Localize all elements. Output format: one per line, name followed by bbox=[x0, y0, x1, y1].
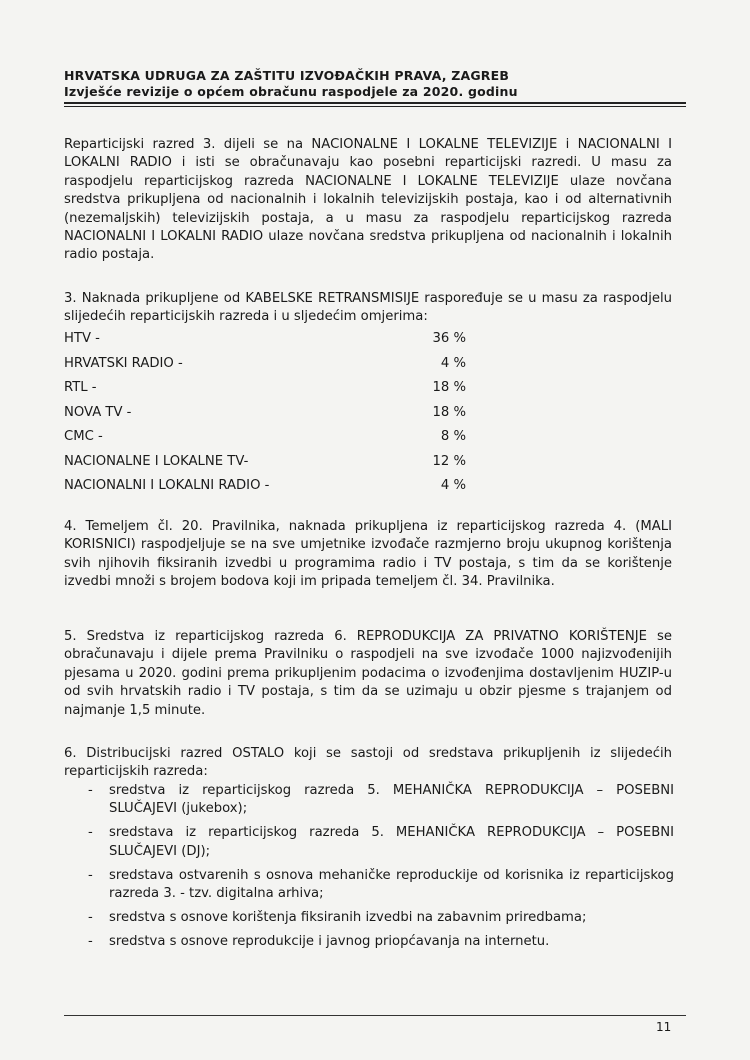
allocation-percent: 12 % bbox=[432, 453, 466, 469]
list-item bbox=[64, 933, 674, 951]
allocation-row bbox=[64, 428, 484, 453]
allocation-row bbox=[64, 330, 484, 355]
allocation-list bbox=[64, 330, 484, 502]
bullet-marker: - bbox=[88, 783, 93, 798]
list-item bbox=[64, 782, 674, 819]
allocation-percent: 8 % bbox=[440, 429, 466, 444]
list-item-text: sredstava iz reparticijskog razreda 5. MEHANIČKA REPRODUKCIJA – POSEBNI SLUČAJEVI (DJ); bbox=[109, 825, 674, 859]
allocation-label: NOVA TV - bbox=[64, 404, 132, 420]
list-item bbox=[64, 824, 674, 861]
list-item bbox=[64, 867, 674, 904]
allocation-percent: 36 % bbox=[432, 331, 466, 346]
allocation-percent: 18 % bbox=[432, 380, 466, 395]
header-divider-thick bbox=[64, 102, 686, 104]
allocation-row bbox=[64, 453, 484, 478]
bullet-list bbox=[64, 782, 674, 957]
allocation-row bbox=[64, 404, 484, 429]
allocation-label: RTL - bbox=[64, 380, 97, 395]
bullet-marker: - bbox=[88, 909, 93, 925]
bullet-marker: - bbox=[88, 933, 93, 949]
list-item bbox=[64, 909, 674, 927]
list-item-text: sredstava ostvarenih s osnova mehaničke reproduckije od korisnika iz reparticijskog razreda 3. - tzv. digitalna arhiva; bbox=[109, 867, 674, 902]
paragraph-repartition-class-3: Reparticijski razred 3. dijeli se na NACIONALNE I LOKALNE TELEVIZIJE i NACIONALNI I LOKALNI RADIO i isti se obračunavaju kao posebni reparticijski razredi. U masu za raspodjelu reparticijskog razreda NACIONALNE I LOKALNE TELEVIZIJE ulaze novčana sredstva prikupljena od nacionalnih i lokalnih televizijskih postaja, kao i od alternativnih (nezemaljskih) televizijskih postaja, a u masu za raspodjelu reparticijskog razreda NACIONALNI I LOKALNI RADIO ulaze novčana sredstva prikupljena od nacionalnih i lokalnih radio postaja. bbox=[64, 137, 672, 263]
list-item-text: sredstva s osnove reprodukcije i javnog priopćavanja na internetu. bbox=[109, 933, 550, 949]
allocation-row bbox=[64, 477, 484, 502]
document-header bbox=[64, 68, 684, 100]
allocation-percent: 18 % bbox=[432, 404, 466, 420]
paragraph-private-copying: 5. Sredstva iz reparticijskog razreda 6. REPRODUKCIJA ZA PRIVATNO KORIŠTENJE se obračunavaju i dijele prema Pravilniku o raspodjeli na sve izvođače 1000 najizvođenijih pjesama u 2020. godini prema prikupljenim podacima o izvođenjima dostavljenim HUZIP-u od svih hrvatskih radio i TV postaja, s tim da se uzimaju u obzir pjesme s trajanjem od najmanje 1,5 minute. bbox=[64, 629, 672, 718]
allocation-percent: 4 % bbox=[440, 478, 466, 493]
allocation-label: NACIONALNE I LOKALNE TV- bbox=[64, 453, 249, 469]
bullet-marker: - bbox=[88, 867, 93, 883]
allocation-row bbox=[64, 355, 484, 380]
list-item-text: sredstva iz reparticijskog razreda 5. MEHANIČKA REPRODUKCIJA – POSEBNI SLUČAJEVI (jukebox); bbox=[109, 783, 674, 817]
header-organization: HRVATSKA UDRUGA ZA ZAŠTITU IZVOĐAČKIH PRAVA, ZAGREB bbox=[64, 68, 510, 83]
footer-divider bbox=[64, 1015, 686, 1016]
allocation-label: NACIONALNI I LOKALNI RADIO - bbox=[64, 478, 270, 493]
allocation-percent: 4 % bbox=[440, 355, 466, 371]
list-item-text: sredstva s osnove korištenja fiksiranih izvedbi na zabavnim priredbama; bbox=[109, 909, 587, 925]
paragraph-cable-retransmission: 3. Naknada prikupljene od KABELSKE RETRANSMISIJE raspoređuje se u masu za raspodjelu slijedećih reparticijskih razreda i u sljedećim omjerima: bbox=[64, 291, 672, 325]
allocation-label: HTV - bbox=[64, 331, 100, 346]
allocation-row bbox=[64, 379, 484, 404]
page-number: 11 bbox=[656, 1020, 672, 1034]
bullet-marker: - bbox=[88, 825, 93, 841]
header-divider-thin bbox=[64, 106, 686, 107]
allocation-label: HRVATSKI RADIO - bbox=[64, 355, 183, 371]
header-report-title: Izvješće revizije o općem obračunu raspodjele za 2020. godinu bbox=[64, 84, 518, 99]
paragraph-small-users: 4. Temeljem čl. 20. Pravilnika, naknada prikupljena iz reparticijskog razreda 4. (MALI KORISNICI) raspodjeljuje se na sve umjetnike izvođače razmjerno broju ukupnog korištenja svih njihovih fiksiranih izvedbi u programima radio i TV postaja, s tim da se korištenje izvedbi množi s brojem bodova koji im pripada temeljem čl. 34. Pravilnika. bbox=[64, 519, 672, 590]
paragraph-other-distribution: 6. Distribucijski razred OSTALO koji se sastoji od sredstava prikupljenih iz slijedećih reparticijskih razreda: bbox=[64, 746, 672, 780]
allocation-label: CMC - bbox=[64, 429, 103, 444]
